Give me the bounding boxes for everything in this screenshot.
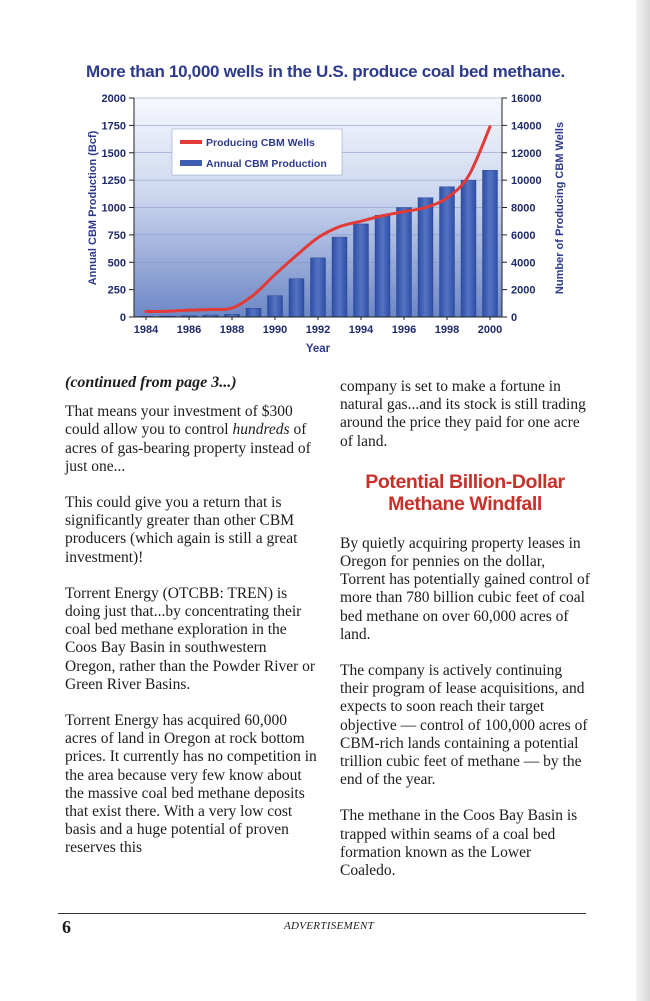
right-tick-label: 14000 [511,120,542,133]
left-tick-label: 0 [119,312,126,324]
production-bar [311,258,326,317]
left-tick-label: 1000 [101,202,126,215]
production-bar [268,296,283,317]
right-tick-label: 4000 [511,257,536,270]
x-axis-label: Year [305,343,331,355]
right-paragraph-3: The methane in the Coos Bay Basin is trapped within seams of a coal bed formation known as the Lower Coaledo. [340,807,578,880]
left-tick-label: 250 [107,284,126,297]
left-paragraph-4: Torrent Energy has acquired 60,000 acres of land in Oregon at rock bottom prices. It currently has no competition in the area because very few know about the massive coal bed methane deposits that exist there. With a very low cost basis and a huge potential of proven reserves this [65,712,317,857]
x-tick-label: 1984 [133,324,159,336]
right-paragraph-1: By quietly acquiring property leases in Oregon for pennies on the dollar, Torrent has potentially gained control of more than 780 billion cubic feet of coal bed methane on over 60,000 acres of land. [340,534,590,643]
y-axis-label-left: Annual CBM Production (Bcf) [87,130,99,286]
right-tick-label: 12000 [511,147,542,160]
production-bar [332,237,347,317]
left-tick-label: 1750 [101,120,126,133]
production-bar [440,187,455,317]
x-tick-label: 1996 [391,324,417,336]
left-paragraph-2: This could give you a return that is significantly greater than other CBM producers (which again is still a great investment)! [65,494,298,566]
right-tick-label: 0 [511,312,518,324]
continuation-note: (continued from page 3...) [65,374,237,391]
footer-label: ADVERTISEMENT [284,920,375,932]
left-tick-label: 500 [107,257,126,270]
y-axis-label-right: Number of Producing CBM Wells [554,121,566,295]
left-column [65,374,317,858]
page-number: 6 [62,917,71,937]
legend-swatch-wells [180,140,202,144]
production-bar [354,224,369,317]
left-tick-label: 2000 [101,93,126,105]
x-tick-label: 2000 [477,324,503,336]
production-bar [483,170,498,317]
left-tick-label: 1250 [101,175,126,188]
x-tick-label: 1988 [219,324,245,336]
right-tick-label: 10000 [511,175,542,188]
right-paragraph-2: The company is actively continuing their program of lease acquisitions, and expects to soon reach their target objective — control of 100,000 acres of CBM-rich lands containing a potential trillion cubic feet of methane — by the end of the year. [340,662,588,789]
right-tick-label: 2000 [511,284,536,297]
production-bar [289,279,304,317]
legend-label-production: Annual CBM Production [206,158,327,170]
production-bar [246,308,261,317]
x-tick-label: 1986 [176,324,202,336]
production-bar [461,180,476,317]
legend-swatch-production [180,160,202,166]
right-tick-label: 6000 [511,229,536,242]
x-tick-label: 1994 [348,324,374,336]
x-tick-label: 1998 [434,324,460,336]
right-tick-label: 8000 [511,202,536,215]
section-headline: Potential Billion-Dollar Methane Windfall [365,470,565,515]
x-tick-label: 1992 [305,324,331,336]
chart-title: More than 10,000 wells in the U.S. produce coal bed methane. [86,62,565,81]
cbm-chart [0,84,650,364]
left-paragraph-3: Torrent Energy (OTCBB: TREN) is doing just that...by concentrating their coal bed methane exploration in the Coos Bay Basin in southwestern Oregon, rather than the Powder River or Green River Basins. [65,584,316,693]
production-bar [397,208,412,318]
legend-label-wells: Producing CBM Wells [206,137,315,149]
x-tick-label: 1990 [262,324,288,336]
footer-rule [58,913,586,914]
left-tick-label: 750 [107,229,126,242]
left-tick-label: 1500 [101,147,126,160]
production-bar [375,215,390,317]
right-column [340,378,590,880]
right-tick-label: 16000 [511,93,542,105]
left-paragraph-1: That means your investment of $300 could allow you to control hundreds of acres of gas-bearing property instead of just one... [65,403,311,475]
right-intro-paragraph: company is set to make a fortune in natural gas...and its stock is still trading around the price they paid for one acre of land. [340,378,586,450]
chart-legend [172,129,342,175]
production-bar [418,198,433,317]
